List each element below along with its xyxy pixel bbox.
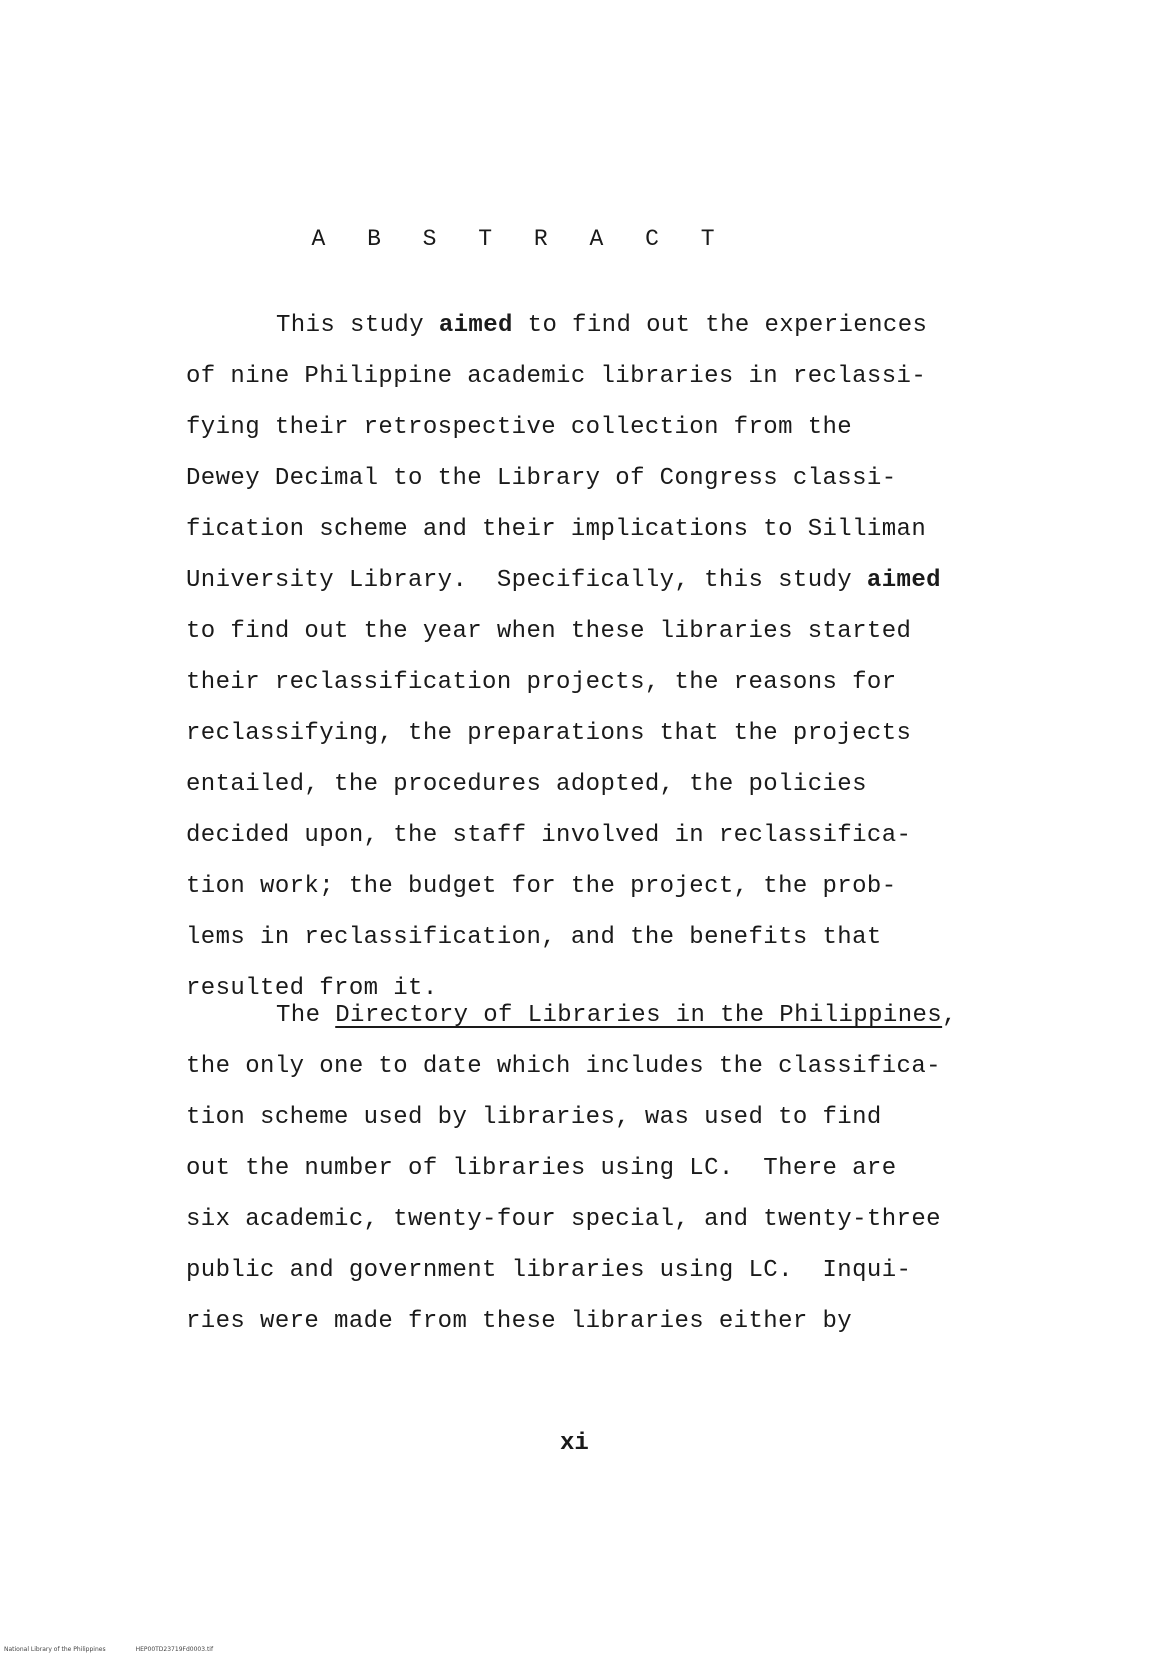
text-line: fying their retrospective collection from the	[186, 414, 853, 441]
text-line: public and government libraries using LC. Inqui-	[186, 1257, 912, 1284]
text-line: tion scheme used by libraries, was used to find	[186, 1104, 882, 1131]
text-line: Dewey Decimal to the Library of Congress classi-	[186, 465, 897, 492]
text-segment: University Library. Specifically, this study	[186, 567, 867, 594]
text-line: of nine Philippine academic libraries in reclassi-	[186, 363, 927, 390]
text-line: six academic, twenty-four special, and twenty-three	[186, 1206, 941, 1233]
scan-footer	[4, 1646, 213, 1653]
page-number: xi	[560, 1430, 589, 1457]
text-segment: to find out the experiences	[512, 312, 928, 339]
text-line: the only one to date which includes the classifica-	[186, 1053, 941, 1080]
abstract-heading: A B S T R A C T	[311, 226, 729, 252]
text-line: entailed, the procedures adopted, the policies	[186, 771, 867, 798]
text-segment: The	[276, 1002, 336, 1029]
text-line: ries were made from these libraries either by	[186, 1308, 853, 1335]
text-line: lems in reclassification, and the benefits that	[186, 924, 882, 951]
text-line	[186, 300, 941, 351]
text-line: their reclassification projects, the reasons for	[186, 669, 897, 696]
emphasis-word: aimed	[438, 312, 513, 339]
text-line: resulted from it.	[186, 975, 438, 1002]
text-segment: This study	[276, 312, 439, 339]
paragraph-2	[186, 990, 957, 1347]
text-line: out the number of libraries using LC. There are	[186, 1155, 897, 1182]
emphasis-word: aimed	[866, 567, 941, 594]
text-line: fication scheme and their implications to Silliman	[186, 516, 927, 543]
text-segment: ,	[942, 1002, 957, 1029]
text-line: to find out the year when these libraries started	[186, 618, 912, 645]
footer-library-name: National Library of the Philippines	[4, 1646, 106, 1653]
text-line: decided upon, the staff involved in reclassifica-	[186, 822, 912, 849]
paragraph-1	[186, 300, 941, 1014]
text-line: tion work; the budget for the project, the prob-	[186, 873, 897, 900]
footer-file-id: HEP00TD23719Fd0003.tif	[135, 1646, 214, 1653]
text-line: reclassifying, the preparations that the projects	[186, 720, 912, 747]
text-line	[186, 990, 957, 1041]
publication-title: Directory of Libraries in the Philippines	[335, 1002, 943, 1029]
text-line	[186, 555, 941, 606]
